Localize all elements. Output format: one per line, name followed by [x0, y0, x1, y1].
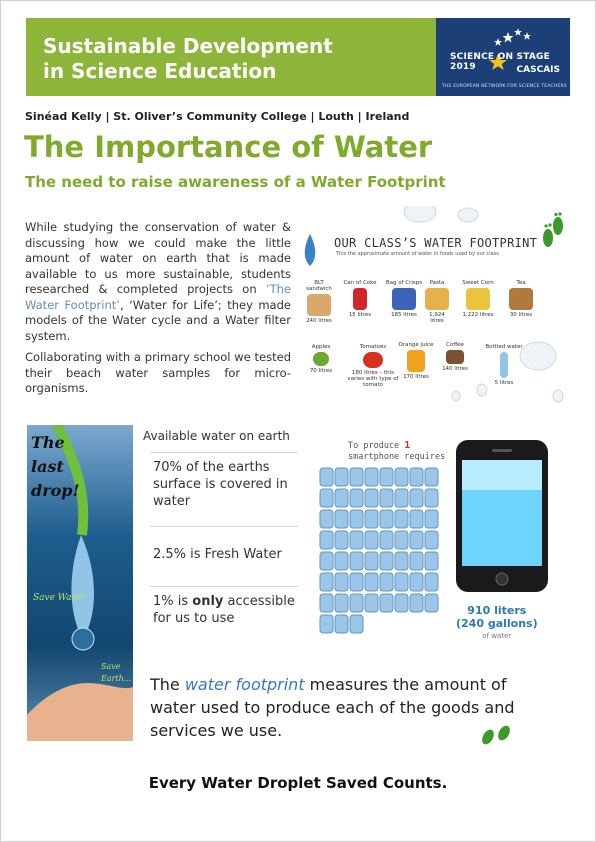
food-value: 240 litres: [306, 318, 332, 324]
water-jug-icon: [410, 573, 423, 591]
water-jug-icon: [350, 615, 363, 633]
banner-line-2: in Science Education: [43, 59, 277, 83]
food-label: Pasta: [429, 280, 445, 286]
science-on-stage-logo: [436, 18, 570, 96]
water-jug-icon: [425, 573, 438, 591]
water-jug-icon: [395, 573, 408, 591]
orange-juice-icon: [407, 350, 425, 372]
water-jug-icon: [335, 594, 348, 612]
water-jug-icon: [380, 573, 393, 591]
water-jug-icon: [365, 510, 378, 528]
fact-fresh-water: 2.5% is Fresh Water: [153, 547, 282, 562]
smartphone-count: 1: [404, 440, 411, 451]
food-value: 1,222 litres: [462, 312, 494, 318]
water-jug-icon: [425, 552, 438, 570]
water-jug-icon: [410, 489, 423, 507]
smartphone-heading: [348, 440, 445, 463]
water-jug-icon: [335, 510, 348, 528]
food-item: [458, 280, 498, 318]
water-jug-icon: [320, 615, 333, 633]
water-jug-icon: [320, 531, 333, 549]
poster-title: [31, 431, 80, 503]
fact-surface-water: 70% of the earths surface is covered in water: [153, 460, 288, 509]
water-jug-icon: [395, 531, 408, 549]
title-banner: [26, 18, 436, 96]
water-jug-icon: [320, 552, 333, 570]
food-label: Sweet Corn: [462, 280, 494, 286]
tomato-icon: [363, 352, 383, 368]
water-jug-icon: [425, 468, 438, 486]
water-jug-icon: [380, 594, 393, 612]
food-item: [306, 344, 336, 374]
pasta-icon: [425, 288, 449, 310]
bottled-water-icon: [500, 352, 508, 378]
footprint-icon: [478, 721, 516, 747]
food-value: 30 litres: [509, 312, 533, 318]
food-value: 170 litres: [403, 374, 429, 380]
intro-paragraph-2: Collaborating with a primary school we tested their beach water samples for micro-organisms.: [25, 350, 291, 395]
water-jug-icon: [365, 594, 378, 612]
intro-text: [25, 220, 291, 403]
water-jug-icon: [395, 468, 408, 486]
water-jug-icon: [410, 531, 423, 549]
tea-icon: [509, 288, 533, 310]
water-jug-icon: [350, 552, 363, 570]
water-jug-icon: [425, 510, 438, 528]
water-jug-icon: [380, 552, 393, 570]
food-item: [396, 342, 436, 380]
poster-line: drop!: [31, 481, 80, 500]
water-amount-label: [456, 604, 538, 643]
intro-p1-text-end: , ‘Water for Life’; they made models of the Water cycle and a Water filter system.: [25, 297, 291, 343]
food-item: [484, 344, 524, 386]
logo-text-line-2: CASCAIS: [516, 65, 560, 75]
food-item: [382, 280, 426, 318]
food-label: Bottled water: [485, 344, 523, 350]
fact-bold-text: only: [192, 594, 224, 609]
intro-p1-text: While studying the conservation of water & discussing how we could make the little amount of water on earth that is made available to us more sustainable, students researched & completed projects on: [25, 220, 291, 296]
sandwich-icon: [307, 294, 331, 316]
water-jug-icon: [380, 468, 393, 486]
apple-icon: [313, 352, 329, 366]
water-jug-icon: [380, 489, 393, 507]
food-label: Orange juice: [398, 342, 434, 348]
water-jug-icon: [410, 510, 423, 528]
food-value: 180 litres – this varies with type of tomato: [347, 370, 399, 388]
water-jug-icon: [335, 468, 348, 486]
intro-paragraph-1: [25, 220, 291, 344]
coffee-icon: [446, 350, 464, 364]
page-subtitle: The need to raise awareness of a Water Footprint: [25, 173, 446, 191]
last-drop-poster: [27, 425, 133, 741]
infographic-title: OUR CLASS’S WATER FOOTPRINT: [334, 236, 538, 250]
fact-accessible-water: [153, 593, 303, 627]
water-jug-icon: [320, 468, 333, 486]
water-jug-icon: [350, 510, 363, 528]
logo-text-line-3: THE EUROPEAN NETWORK FOR SCIENCE TEACHERS: [442, 84, 567, 89]
food-label: Apples: [311, 344, 331, 350]
water-jug-icon: [380, 531, 393, 549]
save-earth-line: Save: [101, 662, 121, 671]
water-jug-icon: [425, 489, 438, 507]
water-jug-icon: [395, 489, 408, 507]
corn-icon: [466, 288, 490, 310]
water-jug-icon: [320, 489, 333, 507]
water-jug-icon: [365, 489, 378, 507]
water-jug-icon: [395, 594, 408, 612]
food-item: [304, 280, 334, 324]
page-title: The Importance of Water: [24, 130, 433, 164]
food-item: [422, 280, 452, 324]
food-item: [440, 342, 470, 372]
available-water-heading: Available water on earth: [143, 429, 290, 443]
water-jug-icon: [365, 468, 378, 486]
gallons-value: (240 gallons): [456, 617, 538, 630]
water-jug-icon: [335, 531, 348, 549]
water-jug-icon: [320, 594, 333, 612]
water-jug-icon: [410, 468, 423, 486]
water-jug-icon: [350, 594, 363, 612]
definition-text: The: [150, 675, 185, 694]
water-jug-icon: [335, 552, 348, 570]
coke-can-icon: [353, 288, 367, 310]
water-jug-icon: [350, 531, 363, 549]
food-label: BLT sandwich: [306, 280, 332, 292]
definition-text-end: measures the amount of water used to produce each of the goods and services we use.: [150, 675, 515, 740]
infographic-subtitle: This the approximate amount of water in foods used by our class: [336, 251, 499, 257]
divider: [150, 526, 298, 527]
water-jug-icon: [395, 510, 408, 528]
food-label: Bag of Crisps: [385, 280, 423, 286]
crisps-icon: [392, 288, 416, 310]
water-jug-icon: [350, 468, 363, 486]
water-jug-icon: [380, 510, 393, 528]
fact-text-end: accessible for us to use: [153, 594, 295, 626]
logo-text-line-1: SCIENCE ON STAGE 2019: [450, 52, 550, 72]
water-jug-icon: [410, 552, 423, 570]
footprint-icon: [540, 212, 566, 256]
banner-line-1: Sustainable Development: [43, 34, 333, 58]
food-label: Can of Coke: [343, 280, 377, 286]
author-line: Sinéad Kelly | St. Oliver’s Community College | Louth | Ireland: [25, 110, 410, 123]
water-jug-icon: [350, 573, 363, 591]
water-jug-icon: [365, 531, 378, 549]
divider: [150, 452, 298, 453]
divider: [150, 586, 298, 587]
water-jug-icon: [365, 552, 378, 570]
food-value: 185 litres: [391, 312, 417, 318]
smartphone-water-infographic: [318, 436, 576, 642]
save-water-text: Save Water: [33, 593, 85, 603]
food-label: Coffee: [446, 342, 464, 348]
water-jug-icon: [365, 573, 378, 591]
food-item: [338, 280, 382, 318]
closing-slogan: Every Water Droplet Saved Counts.: [148, 774, 448, 792]
definition-term: water footprint: [184, 675, 305, 694]
food-item: [506, 280, 536, 318]
poster-line: last: [31, 457, 64, 476]
water-jug-icon: [425, 531, 438, 549]
liters-value: 910 liters: [467, 604, 527, 617]
food-value: 70 litres: [309, 368, 333, 374]
water-jug-icon: [320, 510, 333, 528]
water-jug-icon: [425, 594, 438, 612]
intro-p1-highlight: ‘The Water Footprint’: [25, 282, 291, 312]
water-jug-icon: [335, 489, 348, 507]
smartphone-icon: [454, 440, 550, 594]
save-earth-line: Earth...: [101, 674, 132, 683]
class-water-footprint-infographic: [300, 206, 572, 411]
food-value: 15 litres: [348, 312, 372, 318]
smartphone-heading-line-2: smartphone requires: [348, 452, 446, 462]
water-jugs-grid-icon: [318, 466, 448, 636]
food-value: 5 litres: [494, 380, 514, 386]
water-jug-icon: [395, 552, 408, 570]
save-earth-text: [101, 661, 131, 685]
food-value: 1,924 litres: [429, 312, 445, 324]
food-label: Tea: [516, 280, 526, 286]
smartphone-heading-text: To produce: [348, 441, 405, 451]
poster-line: The: [31, 433, 65, 452]
of-water-label: of water: [482, 632, 512, 640]
water-jug-icon: [410, 594, 423, 612]
food-item: [346, 344, 400, 388]
food-value: 140 litres: [442, 366, 468, 372]
water-jug-icon: [320, 573, 333, 591]
food-label: Tomatoes: [359, 344, 387, 350]
water-jug-icon: [335, 615, 348, 633]
fact-text: 1% is: [153, 594, 193, 609]
water-jug-icon: [350, 489, 363, 507]
water-jug-icon: [335, 573, 348, 591]
